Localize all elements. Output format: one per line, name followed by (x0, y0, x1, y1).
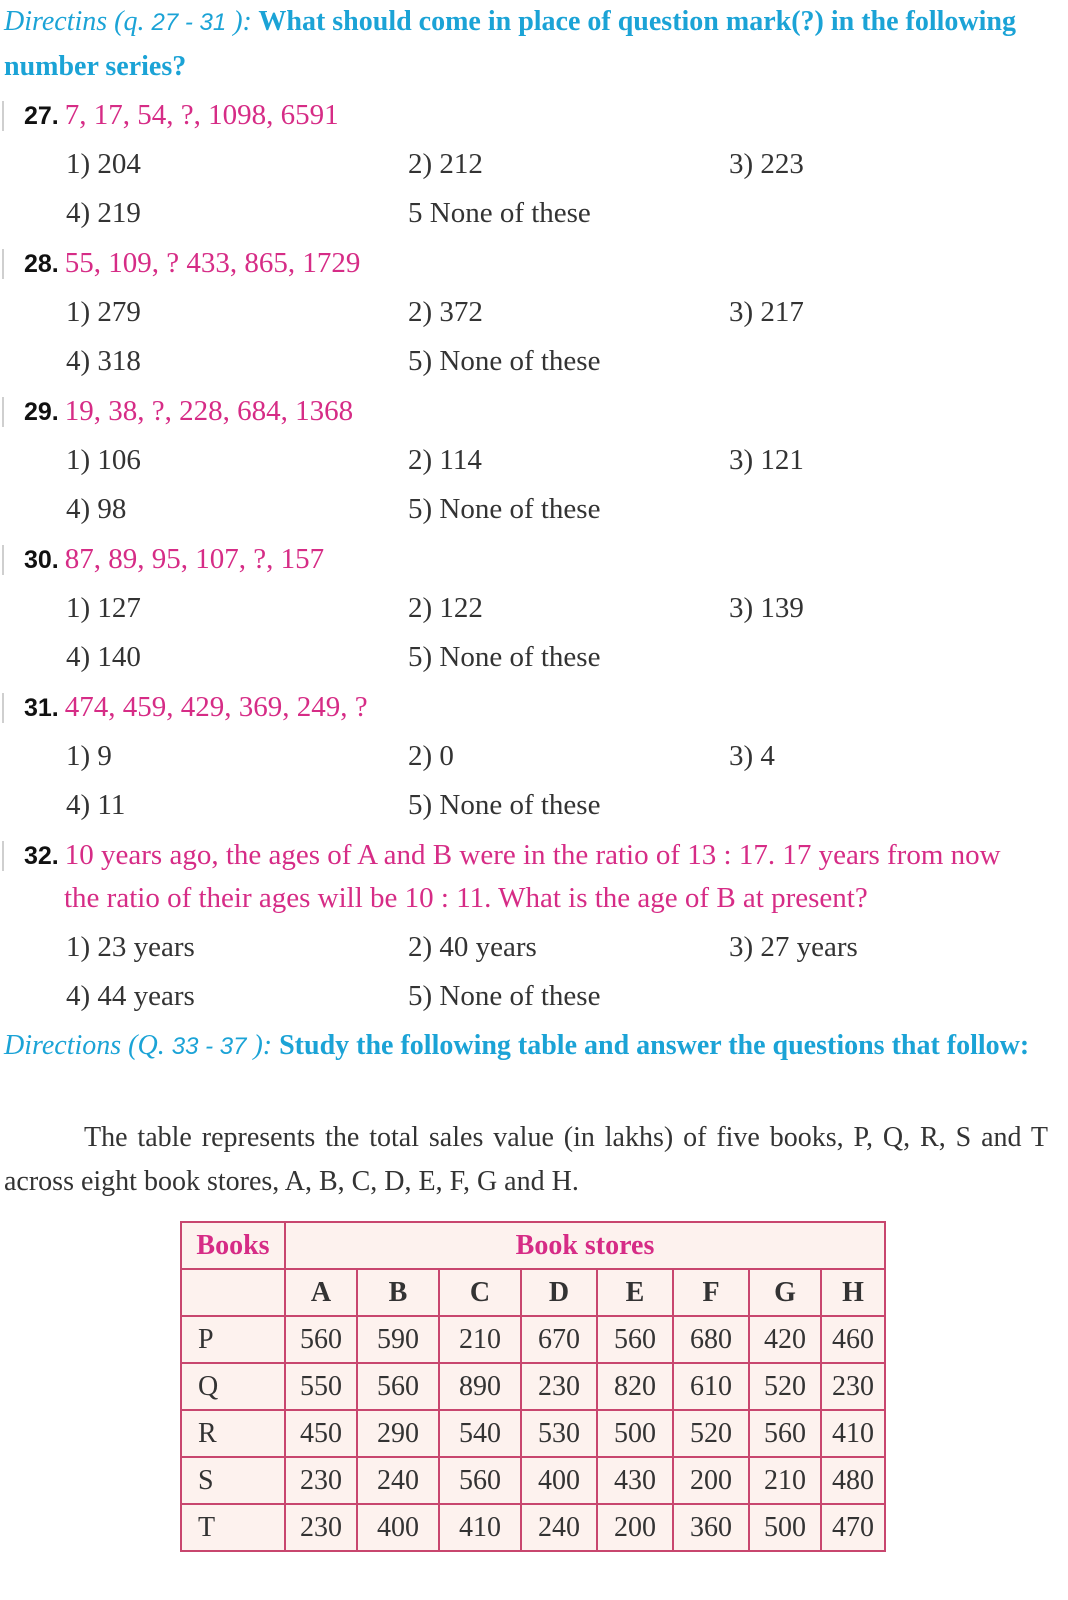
table-cell: 410 (821, 1410, 885, 1457)
option-2[interactable]: 2) 40 years (408, 931, 537, 963)
question-number: 28. (24, 250, 59, 278)
table-cell: 520 (673, 1410, 749, 1457)
directions-suffix: ): (233, 6, 252, 37)
table-cell: 400 (521, 1457, 597, 1504)
question-text: 7, 17, 54, ?, 1098, 6591 (64, 99, 339, 131)
question-text-line2: the ratio of their ages will be 10 : 11. What is the age of B at present? (64, 882, 868, 914)
directions-text: Study the following table and answer the questions that follow: (279, 1030, 1030, 1061)
option-5[interactable]: 5) None of these (408, 980, 601, 1012)
option-3[interactable]: 3) 139 (729, 592, 804, 624)
table-cell: 610 (673, 1363, 749, 1410)
table-cell: 240 (521, 1504, 597, 1551)
question-number: 27. (24, 102, 59, 130)
question-text: 474, 459, 429, 369, 249, ? (64, 691, 368, 723)
option-4[interactable]: 4) 44 years (66, 980, 195, 1012)
option-2[interactable]: 2) 122 (408, 592, 483, 624)
option-5[interactable]: 5) None of these (408, 493, 601, 525)
table-cell: 210 (749, 1457, 821, 1504)
column-header: A (285, 1269, 357, 1316)
table-description: The table represents the total sales value (in lakhs) of five books, P, Q, R, S and T across eight book stores, A, B, C, D, E, F, G and H. (4, 1122, 1048, 1197)
column-header: G (749, 1269, 821, 1316)
option-3[interactable]: 3) 121 (729, 444, 804, 476)
option-2[interactable]: 2) 114 (408, 444, 482, 476)
table-cell: 560 (285, 1316, 357, 1363)
table-cell: 550 (285, 1363, 357, 1410)
table-cell: 420 (749, 1316, 821, 1363)
directions-prefix: Directins (q. (4, 6, 145, 37)
row-label: R (181, 1410, 285, 1457)
table-cell: 820 (597, 1363, 673, 1410)
table-cell: 500 (597, 1410, 673, 1457)
question-text-line1: 10 years ago, the ages of A and B were in the ratio of 13 : 17. 17 years from now (64, 839, 1001, 871)
option-5[interactable]: 5 None of these (408, 197, 591, 229)
option-1[interactable]: 1) 127 (66, 592, 141, 624)
option-4[interactable]: 4) 318 (66, 345, 141, 377)
empty-cell (181, 1269, 285, 1316)
table-cell: 670 (521, 1316, 597, 1363)
table-cell: 520 (749, 1363, 821, 1410)
question-text: 19, 38, ?, 228, 684, 1368 (64, 395, 354, 427)
option-5[interactable]: 5) None of these (408, 641, 601, 673)
table-cell: 890 (439, 1363, 521, 1410)
option-4[interactable]: 4) 11 (66, 789, 126, 821)
column-header: C (439, 1269, 521, 1316)
table-cell: 410 (439, 1504, 521, 1551)
table-row (181, 1363, 885, 1410)
table-cell: 200 (597, 1504, 673, 1551)
option-3[interactable]: 3) 4 (729, 740, 775, 772)
table-cell: 560 (439, 1457, 521, 1504)
table-cell: 560 (597, 1316, 673, 1363)
option-3[interactable]: 3) 217 (729, 296, 804, 328)
table-cell: 560 (749, 1410, 821, 1457)
table-cell: 450 (285, 1410, 357, 1457)
question-27 (24, 93, 1048, 138)
table-row (181, 1504, 885, 1551)
question-number: 29. (24, 398, 59, 426)
option-1[interactable]: 1) 279 (66, 296, 141, 328)
table-cell: 400 (357, 1504, 439, 1551)
table-cell: 540 (439, 1410, 521, 1457)
table-cell: 560 (357, 1363, 439, 1410)
question-28 (24, 241, 1048, 286)
table-cell: 230 (821, 1363, 885, 1410)
option-2[interactable]: 2) 212 (408, 148, 483, 180)
row-label: T (181, 1504, 285, 1551)
table-cell: 480 (821, 1457, 885, 1504)
option-5[interactable]: 5) None of these (408, 789, 601, 821)
option-1[interactable]: 1) 106 (66, 444, 141, 476)
col-header-book-stores: Book stores (285, 1222, 885, 1269)
option-4[interactable]: 4) 98 (66, 493, 127, 525)
directions-prefix: Directions (Q. (4, 1030, 165, 1061)
option-1[interactable]: 1) 204 (66, 148, 141, 180)
column-header: H (821, 1269, 885, 1316)
option-3[interactable]: 3) 27 years (729, 931, 858, 963)
directions-27-31 (4, 0, 1048, 89)
sales-table (180, 1221, 886, 1552)
option-1[interactable]: 1) 23 years (66, 931, 195, 963)
option-4[interactable]: 4) 140 (66, 641, 141, 673)
option-2[interactable]: 2) 0 (408, 740, 454, 772)
table-row (181, 1316, 885, 1363)
question-29 (24, 389, 1048, 434)
directions-33-37 (4, 1024, 1048, 1069)
table-cell: 230 (285, 1504, 357, 1551)
directions-range: 27 - 31 (151, 9, 227, 36)
question-number: 30. (24, 546, 59, 574)
table-header-row (181, 1222, 885, 1269)
table-cell: 470 (821, 1504, 885, 1551)
question-text: 55, 109, ? 433, 865, 1729 (64, 247, 361, 279)
question-32-line2 (64, 876, 1048, 920)
question-text: 87, 89, 95, 107, ?, 157 (64, 543, 325, 575)
column-header: D (521, 1269, 597, 1316)
table-cell: 360 (673, 1504, 749, 1551)
table-row (181, 1410, 885, 1457)
table-cell: 230 (285, 1457, 357, 1504)
table-cell: 290 (357, 1410, 439, 1457)
column-header: F (673, 1269, 749, 1316)
table-cell: 500 (749, 1504, 821, 1551)
table-cell: 680 (673, 1316, 749, 1363)
row-label: Q (181, 1363, 285, 1410)
table-cell: 460 (821, 1316, 885, 1363)
table-cell: 240 (357, 1457, 439, 1504)
column-header: B (357, 1269, 439, 1316)
directions-suffix: ): (253, 1030, 273, 1061)
question-30 (24, 537, 1048, 582)
option-1[interactable]: 1) 9 (66, 740, 112, 772)
table-cell: 200 (673, 1457, 749, 1504)
table-cell: 430 (597, 1457, 673, 1504)
table-cell: 530 (521, 1410, 597, 1457)
table-row (181, 1457, 885, 1504)
table-columns-row (181, 1269, 885, 1316)
directions-range: 33 - 37 (171, 1033, 247, 1060)
question-31 (24, 685, 1048, 730)
row-header-books: Books (181, 1222, 285, 1269)
column-header: E (597, 1269, 673, 1316)
option-2[interactable]: 2) 372 (408, 296, 483, 328)
row-label: S (181, 1457, 285, 1504)
table-cell: 230 (521, 1363, 597, 1410)
directions-text: What should come in place of question mark(?) in the following number series? (4, 6, 1016, 82)
question-32 (24, 833, 1048, 878)
option-3[interactable]: 3) 223 (729, 148, 804, 180)
question-number: 31. (24, 694, 59, 722)
option-5[interactable]: 5) None of these (408, 345, 601, 377)
row-label: P (181, 1316, 285, 1363)
question-number: 32. (24, 842, 59, 870)
table-cell: 210 (439, 1316, 521, 1363)
table-cell: 590 (357, 1316, 439, 1363)
option-4[interactable]: 4) 219 (66, 197, 141, 229)
